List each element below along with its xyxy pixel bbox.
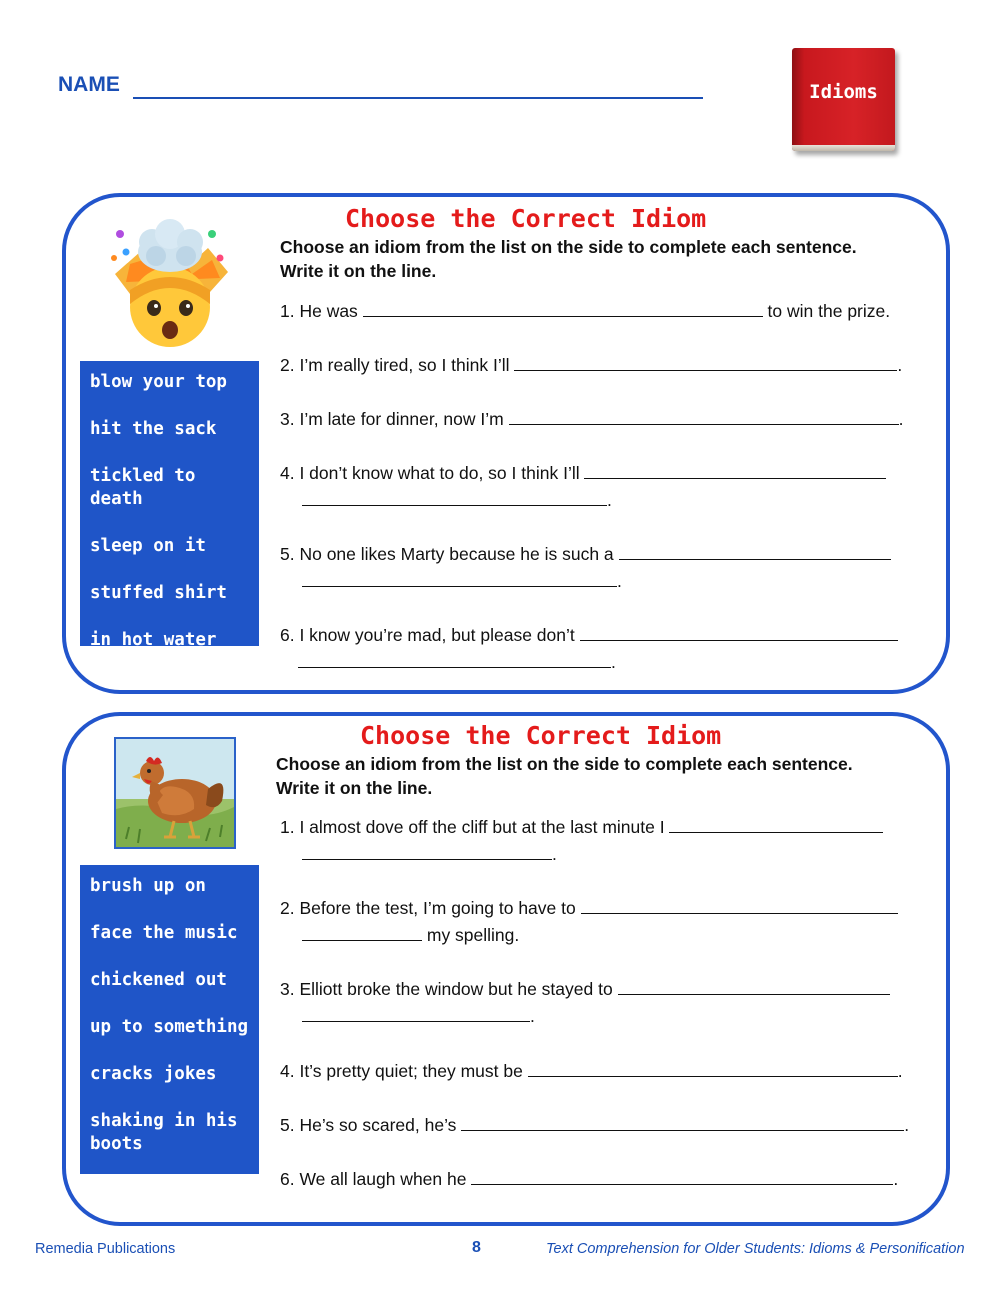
section2-instruction-line1: Choose an idiom from the list on the side to complete each sentence. (276, 754, 853, 774)
idiom-word: sleep on it (90, 536, 206, 556)
answer-line[interactable] (618, 978, 890, 995)
section2-word-list (80, 865, 259, 1174)
section1-sentence-1 (280, 298, 890, 325)
sentence-text: . (617, 571, 622, 591)
idiom-word: blow your top (90, 372, 227, 392)
sentence-text: 1. He was (280, 301, 363, 321)
sentence-text: 2. Before the test, I’m going to have to (280, 898, 581, 918)
section2-instruction-line2: Write it on the line. (276, 778, 433, 798)
sentence-text: . (898, 409, 904, 429)
answer-line[interactable] (302, 924, 422, 941)
sentence-text: . (552, 844, 557, 864)
section1-sentence-4 (280, 460, 886, 487)
answer-line[interactable] (514, 354, 897, 371)
idiom-word: in hot water (90, 630, 217, 650)
sentence-text: 4. It’s pretty quiet; they must be (280, 1061, 528, 1081)
section1-title: Choose the Correct Idiom (345, 204, 707, 233)
idiom-word: chickened out (90, 970, 227, 990)
section1-sentence-6-cont (298, 649, 616, 676)
section1-sentence-5 (280, 541, 891, 568)
hen-picture (114, 737, 236, 849)
sentence-text: . (893, 1169, 899, 1189)
answer-line[interactable] (619, 543, 891, 560)
answer-line[interactable] (302, 843, 552, 860)
answer-line[interactable] (509, 408, 899, 425)
answer-line[interactable] (363, 300, 763, 317)
section2-sentence-5 (280, 1112, 909, 1139)
sentence-text: . (611, 652, 616, 672)
section2-sentence-3-cont (302, 1003, 535, 1030)
answer-line[interactable] (302, 489, 607, 506)
sentence-text: to win the prize. (762, 301, 891, 321)
section2-sentence-2-cont (302, 922, 519, 949)
answer-line[interactable] (528, 1060, 898, 1077)
idiom-word: face the music (90, 923, 238, 943)
section2-sentence-4 (280, 1058, 903, 1085)
answer-line[interactable] (461, 1114, 904, 1131)
section1-instruction-line2: Write it on the line. (280, 261, 437, 281)
sentence-text: 2. I’m really tired, so I think I’ll (280, 355, 515, 375)
idiom-word: tickled to death (90, 466, 196, 509)
sentence-text: 6. We all laugh when he (280, 1169, 472, 1189)
idioms-book-badge (792, 48, 895, 151)
name-line[interactable] (133, 97, 703, 99)
idiom-word: up to something (90, 1017, 249, 1037)
section1-sentence-4-cont (302, 487, 612, 514)
sentence-text: 5. No one likes Marty because he is such a (280, 544, 619, 564)
section1-sentence-5-cont (302, 568, 622, 595)
sentence-text: 1. I almost dove off the cliff but at the last minute I (280, 817, 670, 837)
section1-sentence-3 (280, 406, 903, 433)
sentence-text: my spelling. (422, 925, 520, 945)
sentence-text: 4. I don’t know what to do, so I think I’ll (280, 463, 585, 483)
answer-line[interactable] (298, 651, 611, 668)
idiom-word: shaking in his boots (90, 1111, 238, 1154)
section1-sentence-2 (280, 352, 902, 379)
answer-line[interactable] (581, 897, 898, 914)
idiom-word: hit the sack (90, 419, 217, 439)
exploding-head-emoji-icon (100, 212, 240, 352)
name-label: NAME (58, 73, 120, 96)
sentence-text: . (904, 1115, 910, 1135)
book-label: Idioms (809, 81, 878, 103)
sentence-text: . (897, 355, 903, 375)
section2-sentence-6 (280, 1166, 898, 1193)
idiom-word: stuffed shirt (90, 583, 227, 603)
idiom-word: brush up on (90, 876, 206, 896)
footer-page-number: 8 (472, 1239, 481, 1256)
sentence-text: 3. Elliott broke the window but he stayed to (280, 979, 618, 999)
sentence-text: 5. He’s so scared, he’s (280, 1115, 462, 1135)
section2-sentence-3 (280, 976, 890, 1003)
sentence-text: . (897, 1061, 903, 1081)
section2-sentence-2 (280, 895, 898, 922)
section1-instruction-line1: Choose an idiom from the list on the side to complete each sentence. (280, 237, 857, 257)
section1-sentence-6 (280, 622, 898, 649)
section2-sentence-1-cont (302, 841, 557, 868)
idiom-word: cracks jokes (90, 1064, 217, 1084)
sentence-text: 6. I know you’re mad, but please don’t (280, 625, 580, 645)
sentence-text: . (530, 1006, 535, 1026)
answer-line[interactable] (580, 624, 898, 641)
section2-title: Choose the Correct Idiom (360, 721, 722, 750)
footer-book-title: Text Comprehension for Older Students: Idioms & Personification (546, 1241, 965, 1257)
answer-line[interactable] (584, 462, 886, 479)
answer-line[interactable] (302, 570, 617, 587)
footer-publisher: Remedia Publications (35, 1241, 176, 1257)
sentence-text: . (607, 490, 612, 510)
section2-sentence-1 (280, 814, 883, 841)
answer-line[interactable] (471, 1168, 893, 1185)
answer-line[interactable] (302, 1005, 530, 1022)
sentence-text: 3. I’m late for dinner, now I’m (280, 409, 509, 429)
section1-word-list (80, 361, 259, 650)
answer-line[interactable] (669, 816, 883, 833)
